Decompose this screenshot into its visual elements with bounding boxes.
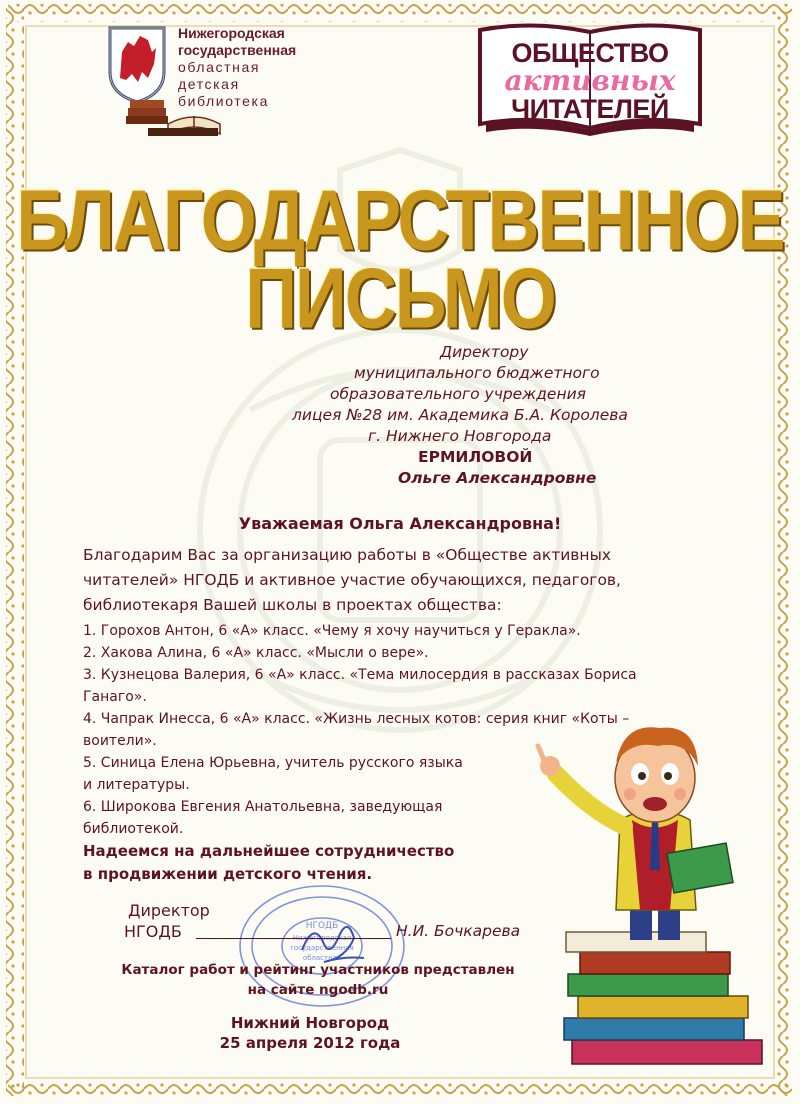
addressee-line: Ольге Александровне [398,469,597,487]
list-item: 5. Синица Елена Юрьевна, учитель русского языка [83,755,463,771]
place-and-date [150,1013,470,1053]
library-name-line: государственная [178,42,297,58]
date: 25 апреля 2012 года [219,1034,401,1052]
city: Нижний Новгород [230,1014,390,1032]
list-item: библиотекой. [83,821,184,837]
badge-text-line: ЧИТАТЕЛЕЙ [511,94,669,124]
signature-role [124,900,210,942]
stamp-text: государственная [290,944,354,952]
library-name-line: детская [178,76,240,92]
addressee-line: образовательного учреждения [330,385,586,403]
addressee-line: ЕРМИЛОВОЙ [418,448,533,466]
list-item: 4. Чапрак Инесса, 6 «А» класс. «Жизнь лесных котов: серия книг «Коты – [83,711,630,727]
badge-text-line: активных [504,64,676,97]
greeting: Уважаемая Ольга Александровна! [238,514,562,533]
closing-line: Надеемся на дальнейшее сотрудничество [83,842,455,860]
addressee-line: лицея №28 им. Академика Б.А. Королева [292,406,628,424]
stamp-text: НГОДБ [305,921,339,931]
signature-line [196,938,391,939]
book-stack-icon [564,932,762,1064]
document-title: ПИСЬМО [245,251,555,347]
list-item: 2. Хакова Алина, 6 «А» класс. «Мысли о вере». [83,645,429,661]
body-line: Благодарим Вас за организацию работы в «Обществе активных [83,546,611,564]
badge-text-line: ОБЩЕСТВО [511,38,669,68]
list-item: воители». [83,733,157,749]
catalog-note [108,960,528,1000]
library-name [178,25,328,110]
stamp-text: областная [302,954,342,962]
addressee-block [250,342,670,489]
document-title: БЛАГОДАРСТВЕННОЕ [16,173,784,269]
library-name-line: Нижегородская [178,25,285,41]
active-readers-badge [474,20,706,138]
cartoon-boy-illustration [520,700,770,1070]
list-item: 3. Кузнецова Валерия, 6 «А» класс. «Тема милосердия в рассказах Бориса [83,667,637,683]
letter-body [83,543,723,618]
addressee-line: г. Нижнего Новгорода [368,427,552,445]
signatory-name: Н.И. Бочкарева [396,922,521,940]
library-name-line: библиотека [178,93,269,109]
body-line: читателей» НГОДБ и активное участие обучающихся, педагогов, [83,571,621,589]
list-item: Ганаго». [83,689,147,705]
signature-role-line: Директор [128,901,210,920]
stamp-text: Нижегородская [292,934,352,942]
addressee-line: муниципального бюджетного [354,364,600,382]
signature-role-line: НГОДБ [124,922,182,941]
catalog-line: Каталог работ и рейтинг участников представлен [121,962,515,978]
catalog-line: на сайте ngodb.ru [247,982,389,998]
addressee-line: Директору [440,343,529,361]
list-item: 6. Широкова Евгения Анатольевна, заведующая [83,799,443,815]
list-item: 1. Горохов Антон, 6 «А» класс. «Чему я хочу научиться у Геракла». [83,623,581,639]
list-item: и литературы. [83,777,190,793]
closing-line: в продвижении детского чтения. [83,865,373,883]
body-line: библиотекаря Вашей школы в проектах общества: [83,596,502,614]
library-name-line: областная [178,59,261,75]
